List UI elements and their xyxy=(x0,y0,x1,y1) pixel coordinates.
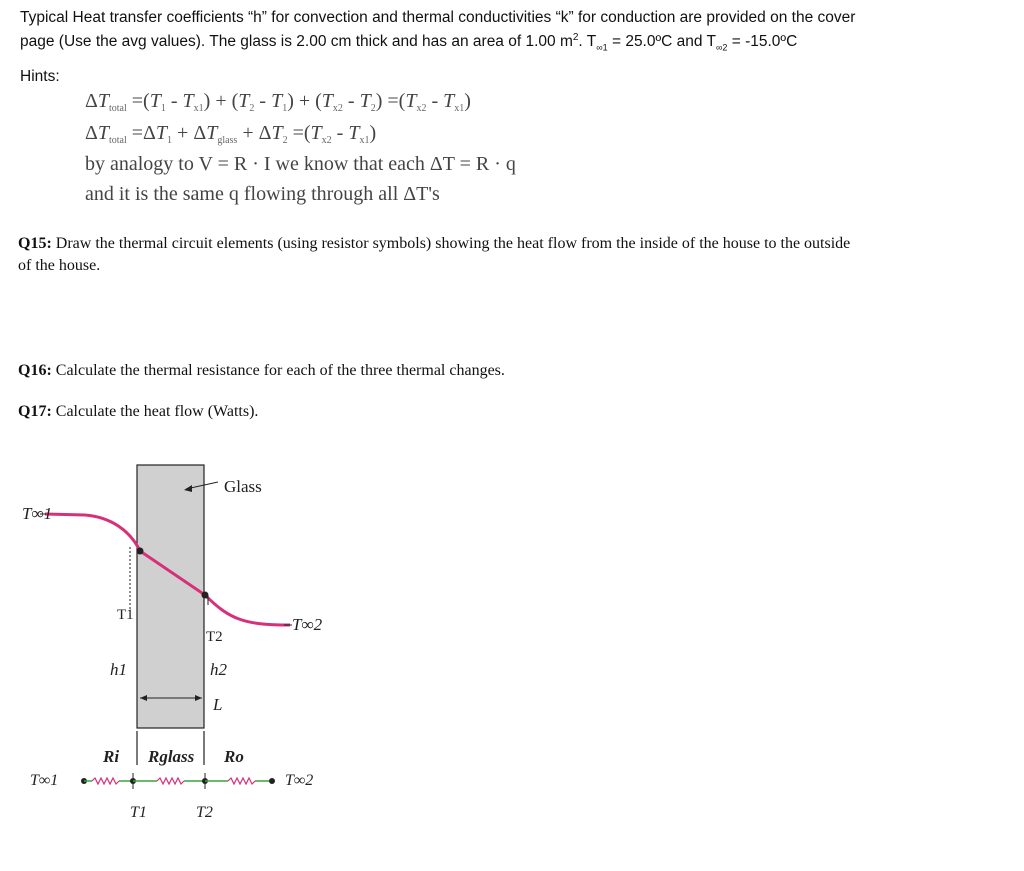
t2-label: T2 xyxy=(206,629,223,645)
h2-label: h2 xyxy=(210,660,227,679)
t1-label: T1 xyxy=(117,607,134,623)
t-inf-2-label: T∞2 xyxy=(292,615,323,634)
resistor-ro xyxy=(205,778,272,784)
intro-line-2: page (Use the avg values). The glass is 2.00 cm thick and has an area of 1.00 $m^2$. $T_{\infty 1}$ = 25.0ºC and $T_{\infty 2}$ = -15.0ºC xyxy=(20,32,798,53)
question-15: Q15: Draw the thermal circuit elements (using resistor symbols) showing the heat flow from the inside of the house to the outside of the house. xyxy=(18,235,851,274)
glass-label: Glass xyxy=(224,477,262,496)
question-16: Q16: Calculate the thermal resistance for each of the three thermal changes. xyxy=(18,362,505,379)
t2-point xyxy=(202,592,209,599)
question-17: Q17: Calculate the heat flow (Watts). xyxy=(18,403,259,420)
rglass-label: Rglass xyxy=(148,747,195,766)
circuit-t2-label: T2 xyxy=(196,804,213,821)
resistor-rglass xyxy=(133,778,205,784)
resistor-ri xyxy=(84,778,133,784)
circuit-t-inf-2: T∞2 xyxy=(285,772,314,789)
glass-slab xyxy=(137,465,204,728)
ri-label: Ri xyxy=(103,747,120,766)
circuit-t1-label: T1 xyxy=(130,804,147,821)
l-label: L xyxy=(213,695,223,714)
hint-equation-2: $\Delta T_{total} =\Delta T_1 + \Delta T_{glass} + \Delta T_2 =(T_{x2} - T_{x1})$ xyxy=(85,122,377,146)
circuit-t-inf-1: T∞1 xyxy=(30,772,59,789)
ro-label: Ro xyxy=(224,747,244,766)
node-t-inf-2 xyxy=(269,778,275,784)
t1-point xyxy=(137,548,144,555)
hint-same-q: and it is the same q flowing through all ΔT's xyxy=(85,183,440,205)
hints-label: Hints: xyxy=(20,68,60,85)
hint-analogy: by analogy to V = R · I we know that each ΔT = R · q xyxy=(85,153,516,175)
intro-line-1: Typical Heat transfer coefficients “h” for convection and thermal conductivities “k” for conduction are provided on the cover xyxy=(20,9,856,26)
problem-intro xyxy=(20,8,1010,57)
thermal-figure xyxy=(0,455,400,855)
h1-label: h1 xyxy=(110,660,127,679)
t-inf-1-label: T∞1 xyxy=(22,504,53,523)
hint-equation-1: $\Delta T_{total} =(T_1 - T_{x1}) + (T_2 - T_1) + (T_{x2} - T_2) =(T_{x2} - T_{x1})$ xyxy=(85,90,471,114)
